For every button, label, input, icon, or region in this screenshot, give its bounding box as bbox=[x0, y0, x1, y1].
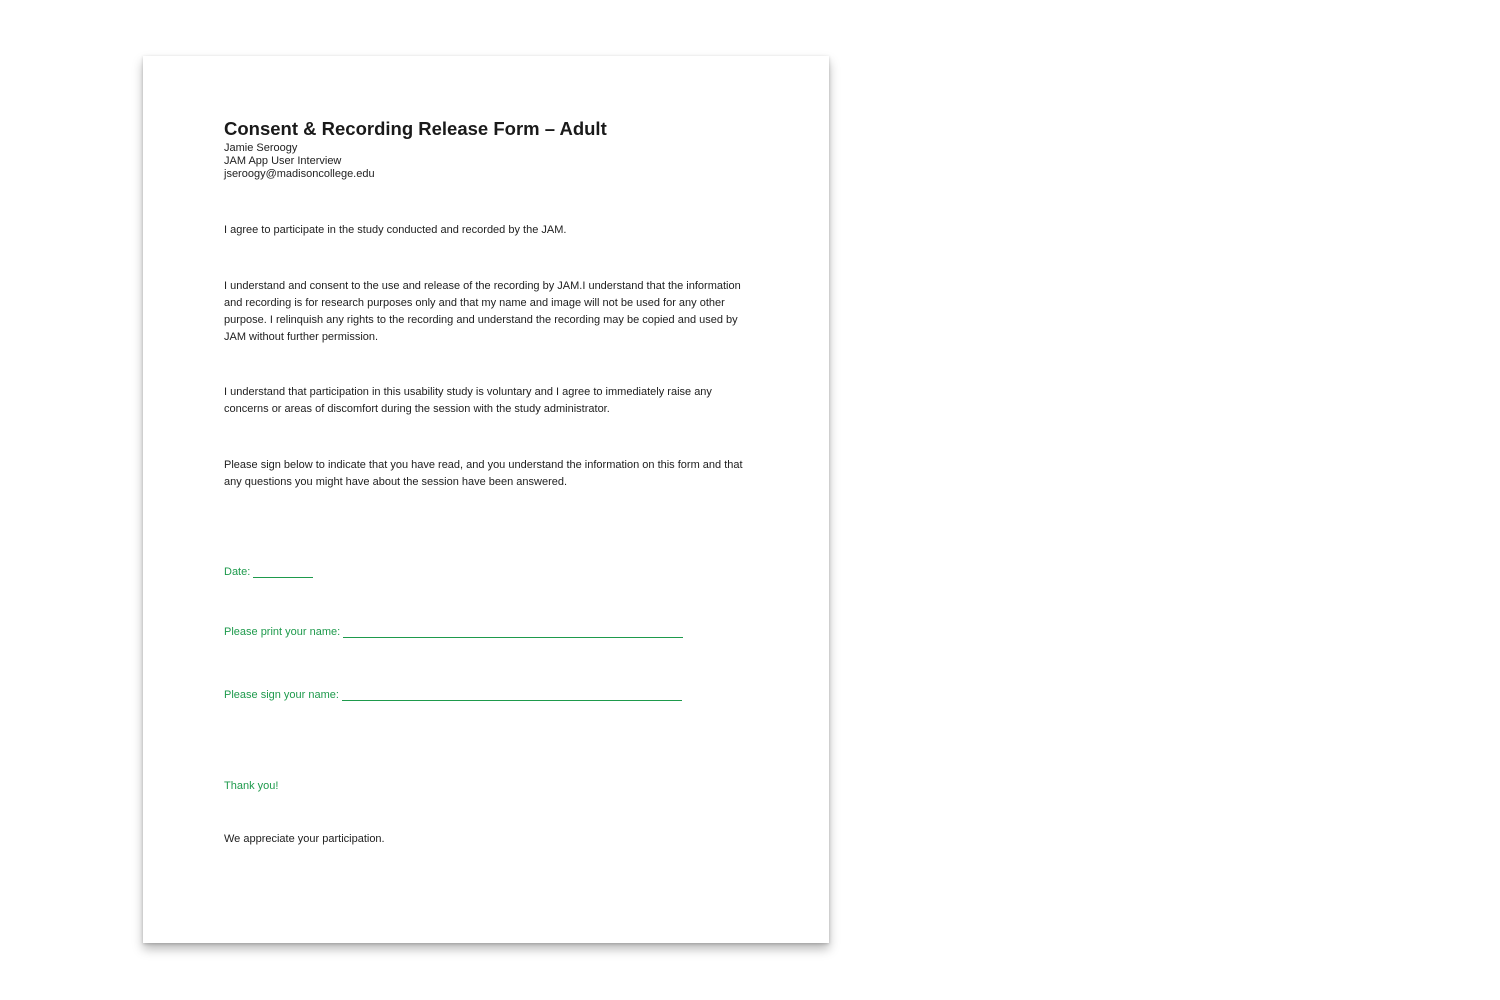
print-name-line[interactable] bbox=[343, 626, 683, 638]
closing-text: We appreciate your participation. bbox=[224, 833, 385, 845]
sign-name-label: Please sign your name: bbox=[224, 689, 339, 701]
paragraph-sign-instructions: Please sign below to indicate that you have read, and you understand the information on this form and that any questions you might have about the session have been answered. bbox=[224, 459, 743, 488]
date-line[interactable] bbox=[253, 566, 313, 578]
thank-you-text: Thank you! bbox=[224, 780, 279, 792]
study-subtitle: JAM App User Interview bbox=[224, 155, 342, 167]
form-title: Consent & Recording Release Form – Adult bbox=[224, 118, 607, 139]
sign-name-field[interactable] bbox=[224, 689, 682, 701]
date-label: Date: bbox=[224, 566, 251, 578]
paragraph-voluntary: I understand that participation in this usability study is voluntary and I agree to immediately raise any concerns or areas of discomfort during the session with the study administrator. bbox=[224, 386, 712, 415]
paragraph-consent: I understand and consent to the use and release of the recording by JAM.I understand that the information and recording is for research purposes only and that my name and image will not be used for any other purpose. I relinquish any rights to the recording and understand the recording may be copied and used by JAM without further permission. bbox=[224, 280, 741, 343]
author-email: jseroogy@madisoncollege.edu bbox=[224, 168, 375, 180]
print-name-label: Please print your name: bbox=[224, 626, 341, 638]
paragraph-agree: I agree to participate in the study conducted and recorded by the JAM. bbox=[224, 224, 567, 236]
sign-name-line[interactable] bbox=[342, 689, 682, 701]
print-name-field[interactable] bbox=[224, 626, 683, 638]
date-field[interactable] bbox=[224, 566, 313, 578]
author-name: Jamie Seroogy bbox=[224, 142, 298, 154]
document-page bbox=[143, 56, 829, 943]
